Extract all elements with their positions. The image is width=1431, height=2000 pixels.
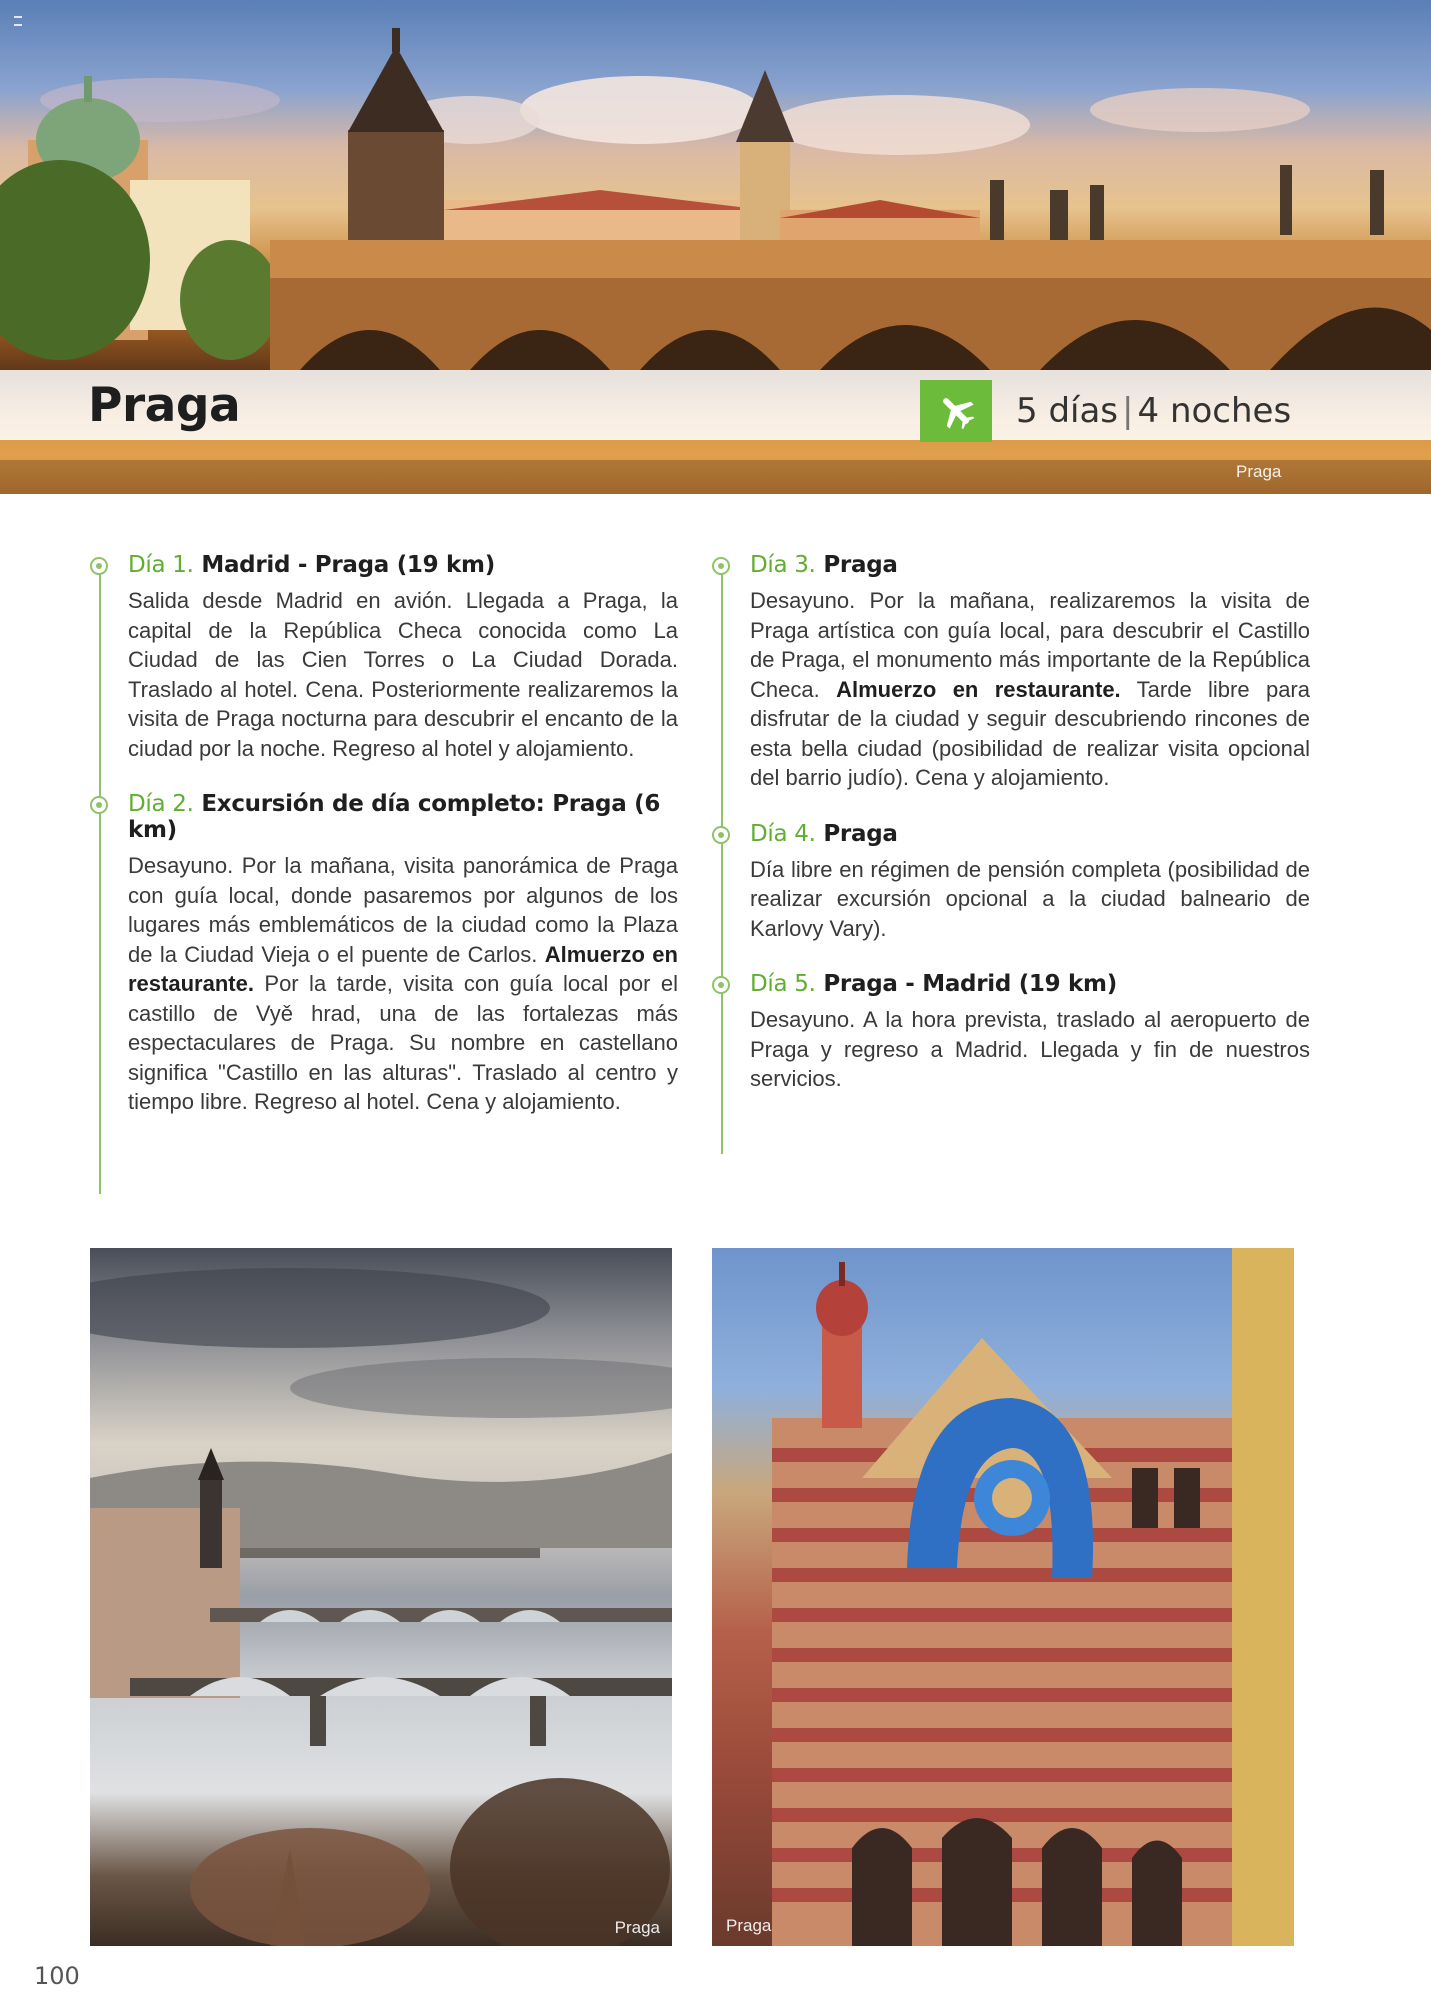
duration-days: 5 días [1016,391,1119,431]
timeline-dot-icon [712,557,730,575]
itinerary-day-2 [88,791,678,1117]
page-number: 100 [34,1962,80,1990]
meal-highlight: Almuerzo en restaurante. [836,676,1121,702]
day-heading [750,971,1310,997]
page-title: Praga [88,378,241,433]
day-heading [128,552,678,578]
right-photo-caption: Praga [726,1916,772,1935]
itinerary-day-5 [710,971,1310,1094]
duration-nights: 4 noches [1137,391,1292,431]
itinerary-left-column [88,552,678,1145]
hero-photo-caption: Praga [1236,462,1282,481]
day-heading [128,791,678,843]
itinerary-day-1 [88,552,678,763]
day-number: Día 3. [750,552,816,578]
day-description: Salida desde Madrid en avión. Llegada a Praga, la capital de la República Checa conocida como La Ciudad de las Cien Torres o La Ciudad Dorada. Traslado al hotel. Cena. Posteriormente realizaremos la visita de Praga nocturna para descubrir el encanto de la ciudad por la noche. Regreso al hotel y alojamiento. [128,588,678,761]
day-description [750,586,1310,793]
trip-duration [1016,391,1291,431]
day-number: Día 2. [128,791,194,817]
timeline-dot-icon [90,557,108,575]
plane-badge [920,380,992,442]
jubilee-synagogue-photo [712,1248,1294,1946]
timeline-dot-icon [712,976,730,994]
day-title: Madrid - Praga (19 km) [201,552,495,578]
day-number: Día 5. [750,971,816,997]
menu-mark [14,16,22,26]
day-text-before: Desayuno. Por la mañana, realizaremos la visita de Praga artística con guía local, para descubrir el Castillo de Praga, el monumento más importante de la República Checa. [750,588,1310,702]
day-heading [750,552,1310,578]
synagogue-facade-illustration [712,1248,1294,1946]
day-title: Praga [823,552,898,578]
vltava-bridges-illustration [90,1248,672,1946]
itinerary-day-3 [710,552,1310,793]
duration-separator: | [1122,391,1134,431]
timeline-dot-icon [712,826,730,844]
plane-icon [936,391,976,431]
day-title: Excursión de día completo: Praga (6 km) [128,791,661,843]
itinerary-day-4 [710,821,1310,944]
timeline-dot-icon [90,796,108,814]
day-title: Praga - Madrid (19 km) [823,971,1117,997]
day-text-after: Por la tarde, visita con guía local por el castillo de Vyě hrad, una de las fortalezas más espectaculares de Praga. Su nombre en castellano significa "Castillo en las alturas". Traslado al centro y tiempo libre. Regreso al hotel. Cena y alojamiento. [128,971,678,1114]
meal-highlight: Almuerzo en restaurante. [128,941,678,996]
day-number: Día 1. [128,552,194,578]
day-title: Praga [823,820,898,847]
itinerary-right-column [710,552,1310,1122]
day-heading [750,821,1310,847]
day-number: Día 4. [750,820,816,847]
day-description [128,851,678,1117]
left-photo-caption: Praga [614,1918,660,1937]
prague-bridges-photo [90,1248,672,1946]
day-description: Día libre en régimen de pensión completa (posibilidad de realizar excursión opcional a la ciudad balneario de Karlovy Vary). [750,856,1310,941]
day-text-after: Tarde libre para disfrutar de la ciudad y seguir descubriendo rincones de esta bella ciudad (posibilidad de realizar visita opcional del barrio judío). Cena y alojamiento. [750,676,1310,790]
day-text-before: Desayuno. Por la mañana, visita panorámica de Praga con guía local, donde pasaremos por algunos de los lugares más emblemáticos de la ciudad como la Plaza de la Ciudad Vieja o el puente de Carlos. [128,853,678,967]
day-description: Desayuno. A la hora prevista, traslado al aeropuerto de Praga y regreso a Madrid. Llegada y fin de nuestros servicios. [750,1007,1310,1091]
